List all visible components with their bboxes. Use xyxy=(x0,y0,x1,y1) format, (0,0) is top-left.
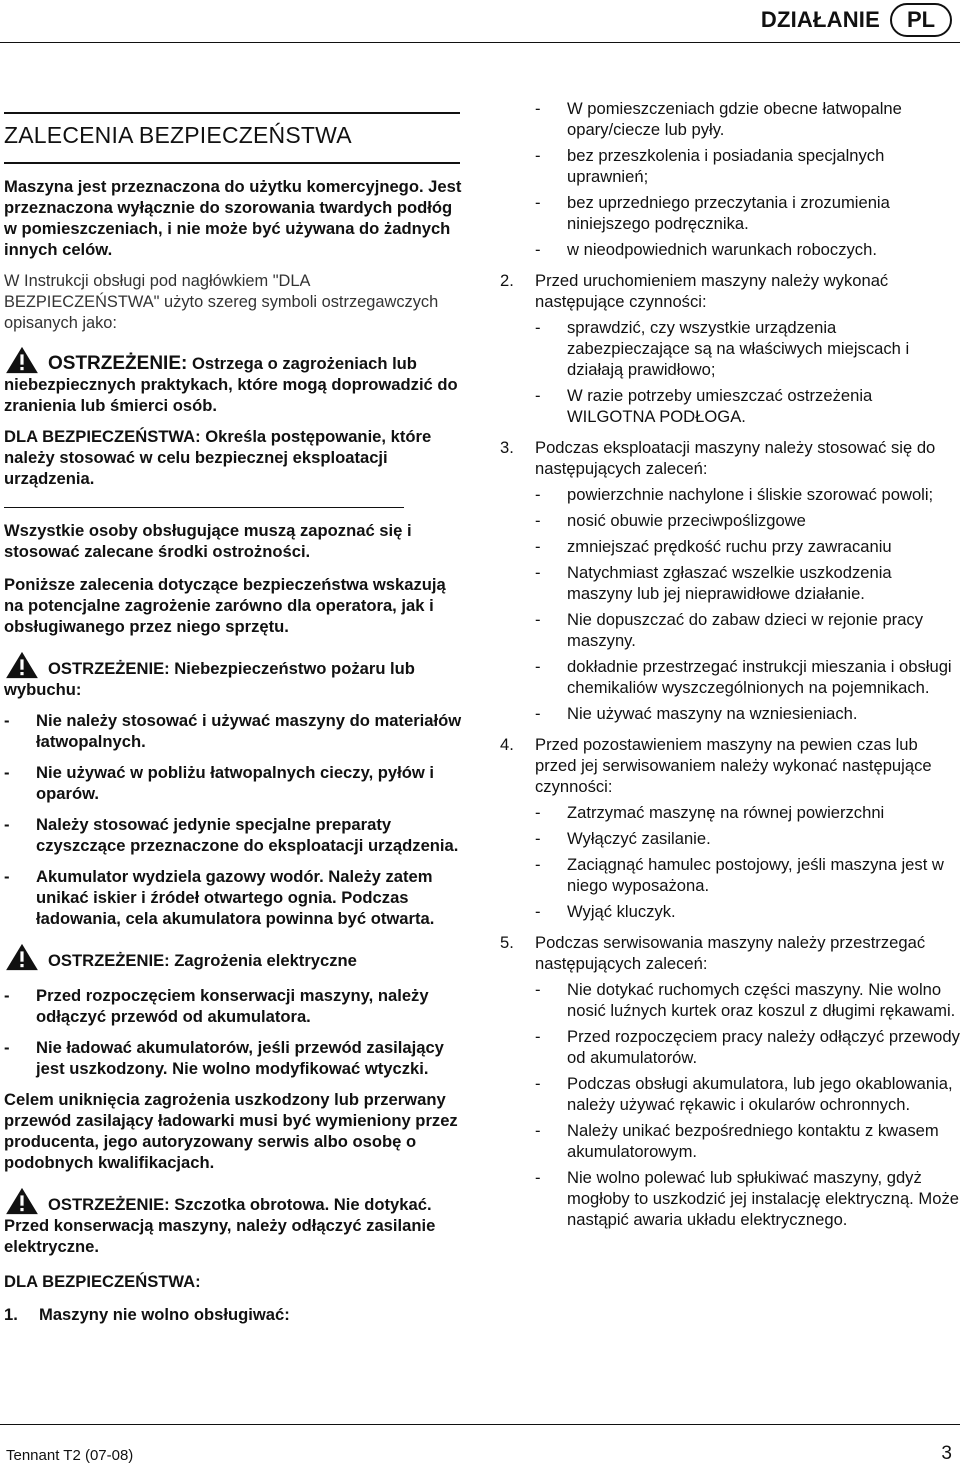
list-item: - Nie należy stosować i używać maszyny do materiałów łatwopalnych. xyxy=(4,711,462,751)
list-item: - Zaciągnąć hamulec postojowy, jeśli maszyna jest w niego wyposażona. xyxy=(535,855,944,895)
list-item: - Należy stosować jedynie specjalne preparaty czyszczące przeznaczone do eksploatacji urządzenia. xyxy=(4,815,459,855)
list-item: - zmniejszać prędkość ruchu przy zawracaniu xyxy=(535,537,892,556)
following-paragraph: Poniższe zalecenia dotyczące bezpieczeństwa wskazują na potencjalne zagrożenie zarówno dla operatora, jak i obsługiwanego przez niego sprzętu. xyxy=(4,575,446,636)
intro-paragraph: Maszyna jest przeznaczona do użytku komercyjnego. Jest przeznaczona wyłącznie do szorowania twardych podłóg w pomieszczeniach, i nie może być używana do żadnych innych celów. xyxy=(4,177,462,259)
section-rule-bottom xyxy=(4,162,460,164)
electric-warning-text: OSTRZEŻENIE: Zagrożenia elektryczne xyxy=(48,951,357,970)
electric-warning xyxy=(4,943,464,971)
footer-model: Tennant T2 (07-08) xyxy=(6,1447,134,1464)
footer-rule xyxy=(0,1424,960,1425)
list-item: - bez przeszkolenia i posiadania specjalnych uprawnień; xyxy=(535,146,885,186)
list-item: - Przed rozpoczęciem pracy należy odłączyć przewody od akumulatorów. xyxy=(535,1027,960,1067)
all-persons-paragraph: Wszystkie osoby obsługujące muszą zapoznać się i stosować zalecane środki ostrożności. xyxy=(4,521,412,561)
list-item: - sprawdzić, czy wszystkie urządzenia zabezpieczające są na właściwych miejscach i działają prawidłowo; xyxy=(535,318,910,379)
numbered-item-5: 5. Podczas serwisowania maszyny należy przestrzegać następujących zaleceń: xyxy=(500,933,926,973)
list-item: - Nie wolno polewać lub spłukiwać maszyny, gdyż mogłoby to uszkodzić jej instalację elektryczną. Może nastąpić awaria układu elektrycznego. xyxy=(535,1168,959,1229)
list-item: - Nie dopuszczać do zabaw dzieci w rejonie pracy maszyny. xyxy=(535,610,924,650)
list-item: - W pomieszczeniach gdzie obecne łatwopalne opary/ciecze lub pyły. xyxy=(535,99,902,139)
warning-triangle-icon xyxy=(4,943,40,971)
warning-label: OSTRZEŻENIE: xyxy=(48,353,188,374)
page-header xyxy=(0,0,960,42)
list-item: - Należy unikać bezpośredniego kontaktu z kwasem akumulatorowym. xyxy=(535,1121,939,1161)
brush-warning-text: OSTRZEŻENIE: Szczotka obrotowa. Nie dotykać. Przed konserwacją maszyny, należy odłączyć zasilanie elektryczne. xyxy=(4,1195,436,1256)
list-item: - W razie potrzeby umieszczać ostrzeżenia WILGOTNA PODŁOGA. xyxy=(535,386,873,426)
brush-warning xyxy=(4,1187,464,1257)
numbered-item-1: 1. Maszyny nie wolno obsługiwać: xyxy=(4,1305,290,1324)
list-item: - Nie dotykać ruchomych części maszyny. Nie wolno nosić luźnych kurtek oraz koszul z długimi rękawami. xyxy=(535,980,956,1020)
header-title: DZIAŁANIE xyxy=(760,7,880,32)
safety-definition: DLA BEZPIECZEŃSTWA: Określa postępowanie, które należy stosować w celu bezpiecznej eksploatacji urządzenia. xyxy=(4,427,432,488)
fire-warning xyxy=(4,651,464,700)
warning-triangle-icon xyxy=(4,651,40,679)
list-item: - Wyłączyć zasilanie. xyxy=(535,829,711,848)
warning-definition-text: Ostrzega o zagrożeniach lub niebezpiecznych praktykach, które mogą doprowadzić do zranienia lub śmierci osób. xyxy=(4,354,458,415)
language-badge: PL xyxy=(890,3,952,37)
list-item: - Przed rozpoczęciem konserwacji maszyny, należy odłączyć przewód od akumulatora. xyxy=(4,986,429,1026)
list-item: - dokładnie przestrzegać instrukcji mieszania i obsługi chemikaliów wyszczególnionych na pojemnikach. xyxy=(535,657,952,697)
numbered-item-2: 2. Przed uruchomieniem maszyny należy wykonać następujące czynności: xyxy=(500,271,889,311)
list-item: - Akumulator wydziela gazowy wodór. Należy zatem unikać iskier i źródeł otwartego ognia. Podczas ładowania, cela akumulatora powinna być otwarta. xyxy=(4,867,435,928)
list-item: - Nie używać maszyny na wzniesieniach. xyxy=(535,704,858,723)
right-column xyxy=(500,98,960,1230)
section-title: ZALECENIA BEZPIECZEŃSTWA xyxy=(4,122,352,148)
numbered-item-4: 4. Przed pozostawieniem maszyny na pewien czas lub przed jej serwisowaniem należy wykonać następujące czynności: xyxy=(500,735,932,796)
header-rule xyxy=(0,42,960,43)
list-item: - w nieodpowiednich warunkach roboczych. xyxy=(535,240,877,259)
section-rule-top xyxy=(4,112,460,114)
symbols-intro: W Instrukcji obsługi pod nagłówkiem "DLA BEZPIECZEŃSTWA" użyto szereg symboli ostrzegawczych opisanych jako: xyxy=(4,272,439,332)
list-item: - nosić obuwie przeciwpoślizgowe xyxy=(535,511,806,530)
short-rule xyxy=(4,507,404,508)
left-column xyxy=(4,176,464,1325)
numbered-item-3: 3. Podczas eksploatacji maszyny należy stosować się do następujących zaleceń: xyxy=(500,438,936,478)
list-item: - powierzchnie nachylone i śliskie szorować powoli; xyxy=(535,485,934,504)
list-item: - Wyjąć kluczyk. xyxy=(535,902,676,921)
warning-triangle-icon xyxy=(4,346,40,374)
fire-warning-text: OSTRZEŻENIE: Niebezpieczeństwo pożaru lub wybuchu: xyxy=(4,659,415,699)
list-item: - Podczas obsługi akumulatora, lub jego okablowania, należy używać rękawic i okularów ochronnych. xyxy=(535,1074,953,1114)
list-item: - Natychmiast zgłaszać wszelkie uszkodzenia maszyny lub jej nieprawidłowe działanie. xyxy=(535,563,892,603)
list-item: - Nie ładować akumulatorów, jeśli przewód zasilający jest uszkodzony. Nie wolno modyfikować wtyczki. xyxy=(4,1038,444,1078)
list-item: - Zatrzymać maszynę na równej powierzchni xyxy=(535,803,885,822)
cord-note: Celem uniknięcia zagrożenia uszkodzony lub przerwany przewód zasilający ładowarki musi być wymieniony przez producenta, jego autoryzowany serwis albo osobę o podobnych kwalifikacjach. xyxy=(4,1090,458,1172)
list-item: - bez uprzedniego przeczytania i zrozumienia niniejszego podręcznika. xyxy=(535,193,890,233)
for-safety-heading: DLA BEZPIECZEŃSTWA: xyxy=(4,1272,201,1291)
warning-triangle-icon xyxy=(4,1187,40,1215)
list-item: - Nie używać w pobliżu łatwopalnych cieczy, pyłów i oparów. xyxy=(4,763,435,803)
page-number: 3 xyxy=(941,1443,952,1464)
warning-definition xyxy=(4,346,464,416)
